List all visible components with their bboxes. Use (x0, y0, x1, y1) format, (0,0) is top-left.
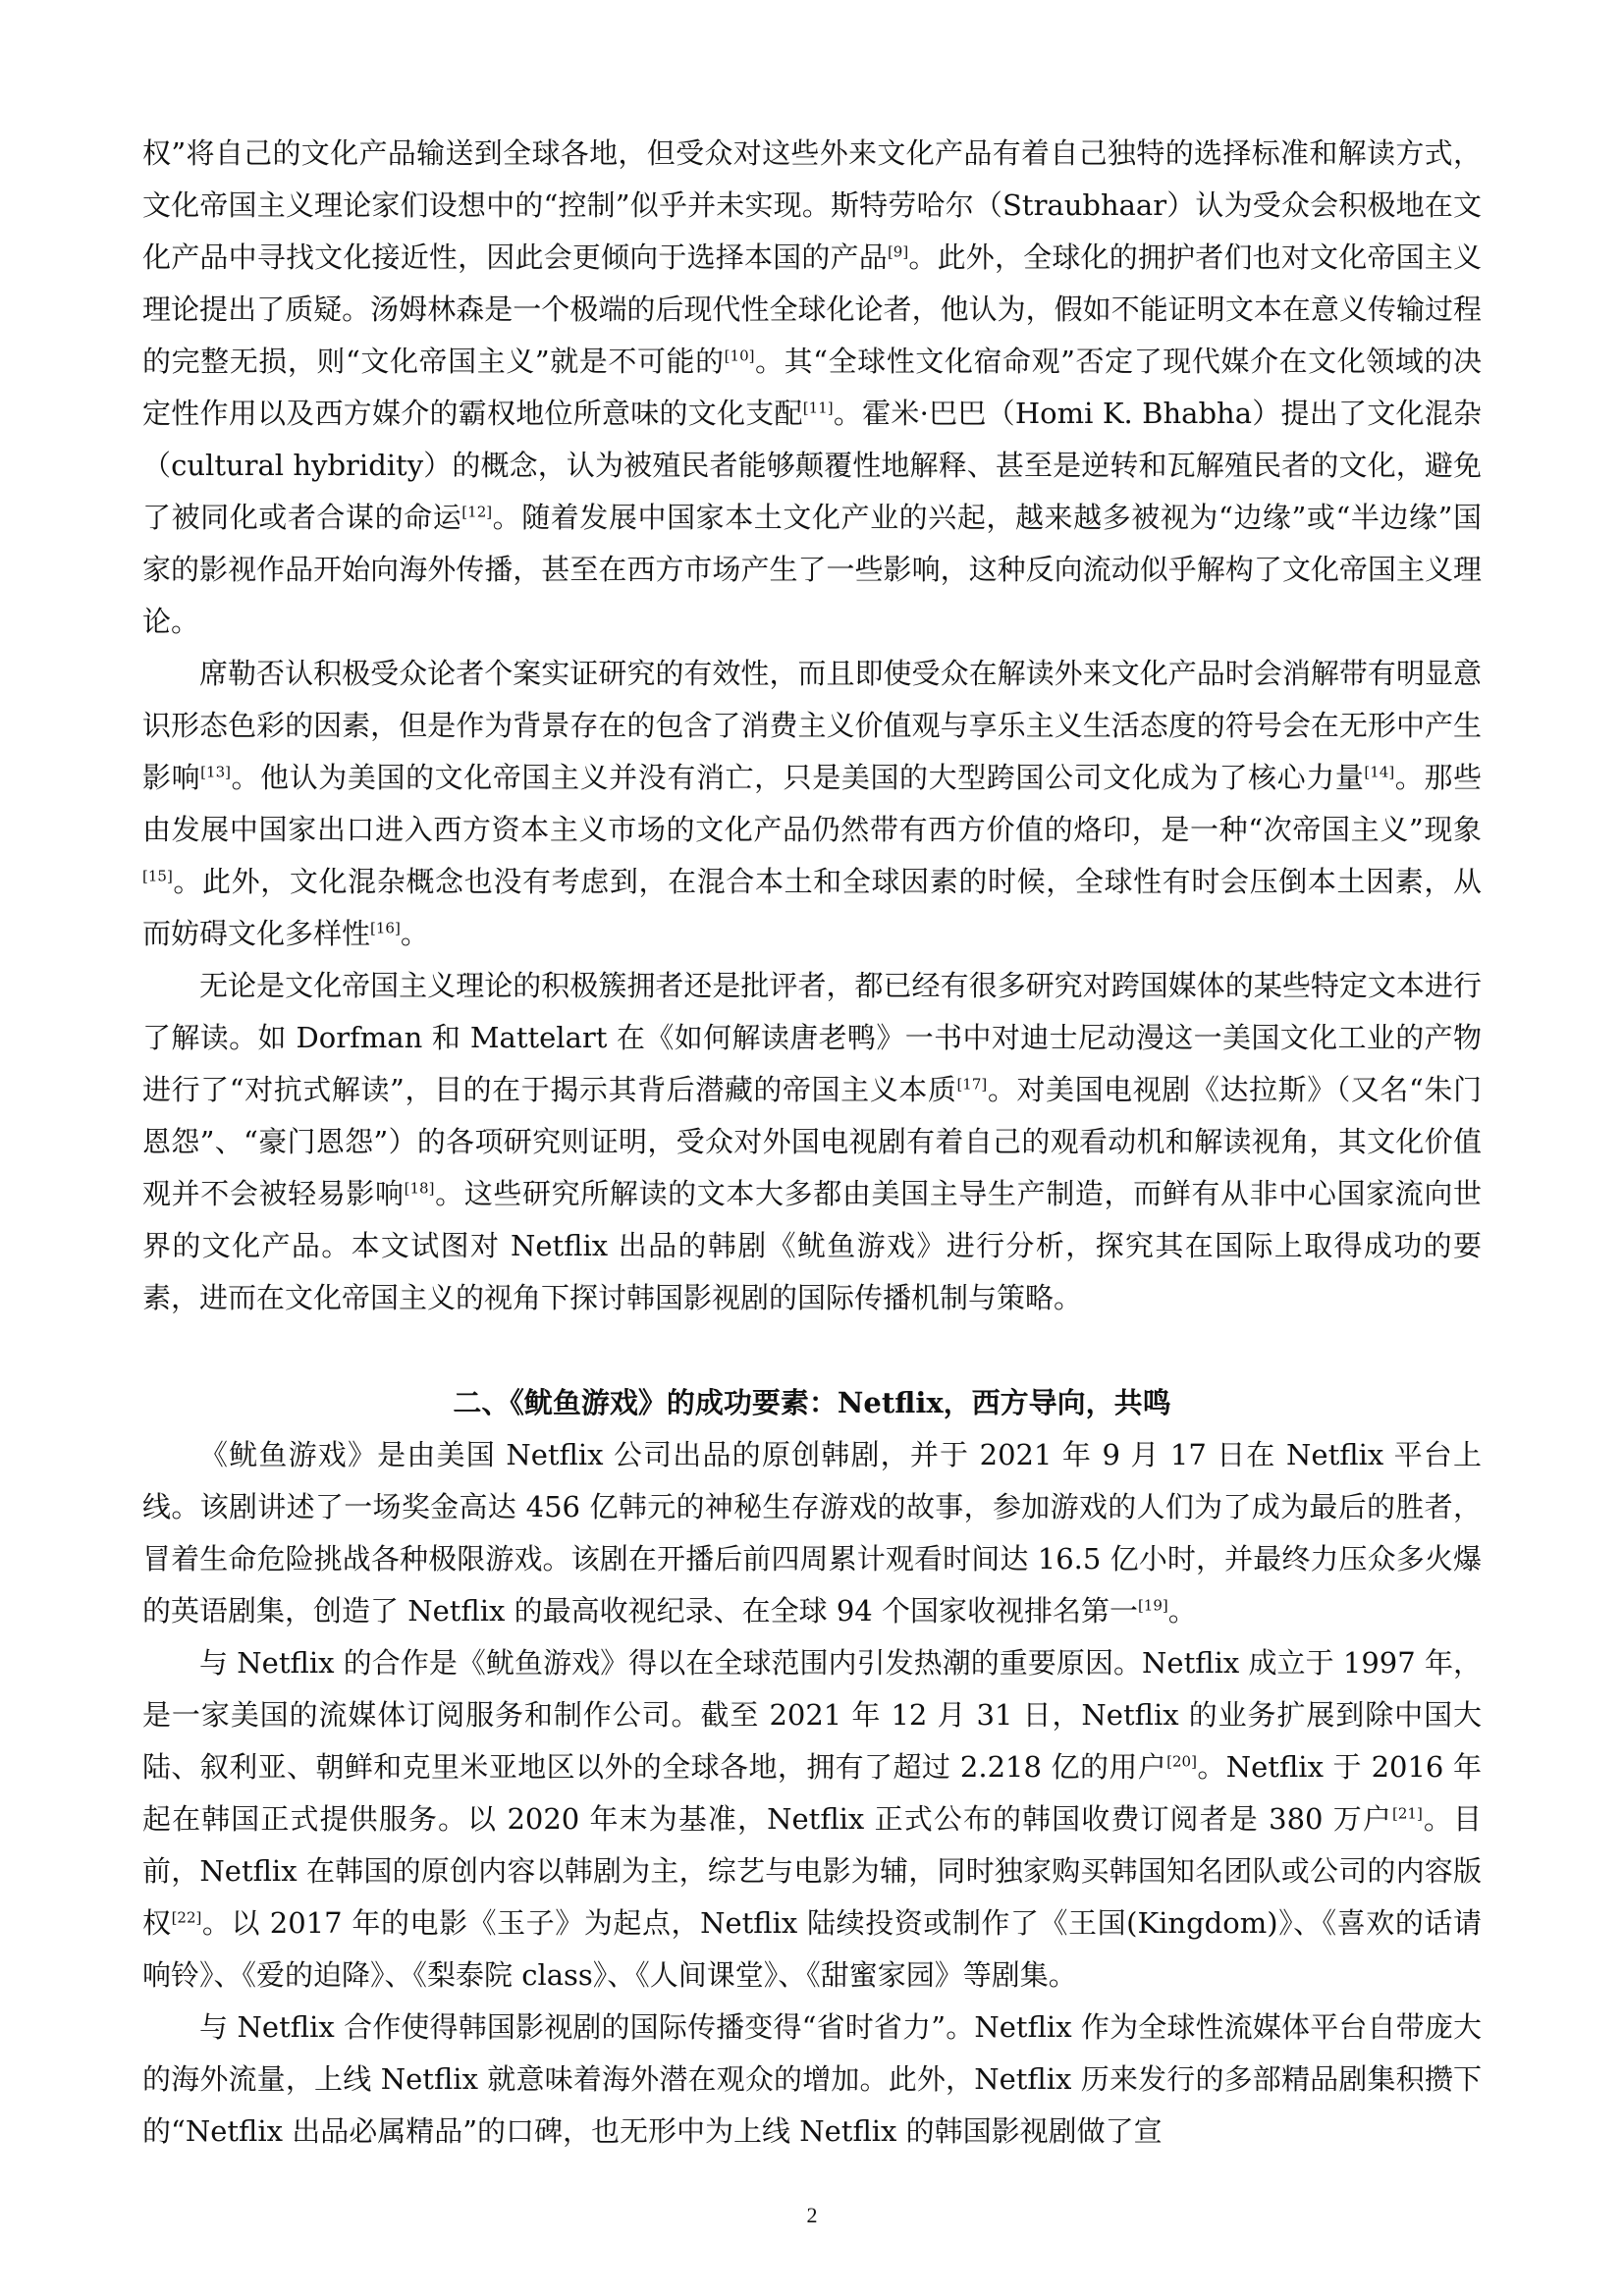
text-run: 。Netflix 于 2016 年起在韩国正式提供服务。以 2020 年末为基准，Netflix 正式公布的韩国收费订阅者是 380 万户 (142, 1750, 1482, 1836)
citation-ref: [22] (171, 1908, 202, 1927)
paragraph-5 (142, 1637, 1482, 2002)
citation-ref: [20] (1166, 1752, 1197, 1771)
text-run: 席勒否认积极受众论者个案实证研究的有效性，而且即使受众在解读外来文化产品时会消解带有明显意识形态色彩的因素，但是作为背景存在的包含了消费主义价值观与享乐主义生活态度的符号会在无形中产生影响 (142, 657, 1482, 794)
text-run: 。随着发展中国家本土文化产业的兴起，越来越多被视为“边缘”或“半边缘”国家的影视作品开始向海外传播，甚至在西方市场产生了一些影响，这种反向流动似乎解构了文化帝国主义理论。 (142, 501, 1482, 638)
citation-ref: [15] (142, 867, 173, 885)
text-run: 与 Netflix 的合作是《鱿鱼游戏》得以在全球范围内引发热潮的重要原因。Netflix 成立于 1997 年，是一家美国的流媒体订阅服务和制作公司。截至 2021 年 12 月 31 日，Netflix 的业务扩展到除中国大陆、叙利亚、朝鲜和克里米亚地区以外的全球各地，拥有了超过 2.218 亿的用户 (142, 1646, 1482, 1784)
paragraph-1 (142, 128, 1482, 648)
text-run: 。霍米·巴巴（Homi K. Bhabha）提出了文化混杂（cultural hybridity）的概念，认为被殖民者能够颠覆性地解释、甚至是逆转和瓦解殖民者的文化，避免了被同化或者合谋的命运 (142, 397, 1482, 534)
text-run: 《鱿鱼游戏》是由美国 Netflix 公司出品的原创韩剧，并于 2021 年 9 月 17 日在 Netflix 平台上线。该剧讲述了一场奖金高达 456 亿韩元的神秘生存游戏的故事，参加游戏的人们为了成为最后的胜者，冒着生命危险挑战各种极限游戏。该剧在开播后前四周累计观看时间达 16.5 亿小时，并最终力压众多火爆的英语剧集，创造了 Netflix 的最高收视纪录、在全球 94 个国家收视排名第一 (142, 1438, 1482, 1628)
section-heading: 二、《鱿鱼游戏》的成功要素：Netflix，西方导向，共鸣 (453, 1386, 1171, 1419)
text-run: 。他认为美国的文化帝国主义并没有消亡，只是美国的大型跨国公司文化成为了核心力量 (230, 761, 1365, 794)
citation-ref: [14] (1364, 763, 1395, 781)
text-run: 。目前，Netflix 在韩国的原创内容以韩剧为主，综艺与电影为辅，同时独家购买韩国知名团队或公司的内容版权 (142, 1802, 1482, 1940)
citation-ref: [17] (956, 1075, 988, 1094)
paragraph-6 (142, 2002, 1482, 2158)
citation-ref: [9] (887, 242, 909, 261)
paragraph-3 (142, 960, 1482, 1324)
text-run: 无论是文化帝国主义理论的积极簇拥者还是批评者，都已经有很多研究对跨国媒体的某些特定文本进行了解读。如 Dorfman 和 Mattelart 在《如何解读唐老鸭》一书中对迪士尼动漫这一美国文化工业的产物进行了“对抗式解读”，目的在于揭示其背后潜藏的帝国主义本质 (142, 969, 1482, 1106)
text-run: 。以 2017 年的电影《玉子》为起点，Netflix 陆续投资或制作了《王国(Kingdom)》、《喜欢的话请响铃》、《爱的迫降》、《梨泰院 class》、《人间课堂》、《甜蜜家园》等剧集。 (142, 1906, 1482, 1992)
text-run: 权”将自己的文化产品输送到全球各地，但受众对这些外来文化产品有着自己独特的选择标准和解读方式，文化帝国主义理论家们设想中的“控制”似乎并未实现。斯特劳哈尔（Straubhaar）认为受众会积极地在文化产品中寻找文化接近性，因此会更倾向于选择本国的产品 (142, 136, 1482, 274)
text-run: 与 Netflix 合作使得韩国影视剧的国际传播变得“省时省力”。Netflix 作为全球性流媒体平台自带庞大的海外流量，上线 Netflix 就意味着海外潜在观众的增加。此外，Netflix 历来发行的多部精品剧集积攒下的“Netflix 出品必属精品”的口碑，也无形中为上线 Netflix 的韩国影视剧做了宣 (142, 2010, 1482, 2148)
citation-ref: [13] (200, 763, 231, 781)
citation-ref: [16] (370, 919, 401, 937)
text-run: 。其“全球性文化宿命观”否定了现代媒介在文化领域的决定性作用以及西方媒介的霸权地位所意味的文化支配 (142, 345, 1482, 430)
citation-ref: [10] (724, 347, 755, 365)
paragraph-4 (142, 1429, 1482, 1637)
text-run: 。 (1167, 1594, 1197, 1628)
page-number: 2 (806, 2203, 818, 2227)
text-run: 。此外，文化混杂概念也没有考虑到，在混合本土和全球因素的时候，全球性有时会压倒本土因素，从而妨碍文化多样性 (142, 865, 1482, 950)
text-run: 。这些研究所解读的文本大多都由美国主导生产制造，而鲜有从非中心国家流向世界的文化产品。本文试图对 Netflix 出品的韩剧《鱿鱼游戏》进行分析，探究其在国际上取得成功的要素，进而在文化帝国主义的视角下探讨韩国影视剧的国际传播机制与策略。 (142, 1177, 1482, 1314)
text-run: 。 (400, 917, 429, 950)
text-run: 。那些由发展中国家出口进入西方资本主义市场的文化产品仍然带有西方价值的烙印，是一种“次帝国主义”现象 (142, 761, 1482, 846)
citation-ref: [12] (461, 503, 493, 521)
citation-ref: [18] (404, 1179, 435, 1198)
citation-ref: [11] (802, 399, 834, 417)
text-run: 。对美国电视剧《达拉斯》（又名“朱门恩怨”、“豪门恩怨”）的各项研究则证明，受众对外国电视剧有着自己的观看动机和解读视角，其文化价值观并不会被轻易影响 (142, 1073, 1483, 1210)
paragraph-2 (142, 648, 1482, 960)
text-run: 。此外，全球化的拥护者们也对文化帝国主义理论提出了质疑。汤姆林森是一个极端的后现代性全球化论者，他认为，假如不能证明文本在意义传输过程的完整无损，则“文化帝国主义”就是不可能的 (142, 240, 1482, 378)
citation-ref: [19] (1137, 1596, 1168, 1615)
citation-ref: [21] (1392, 1804, 1423, 1823)
